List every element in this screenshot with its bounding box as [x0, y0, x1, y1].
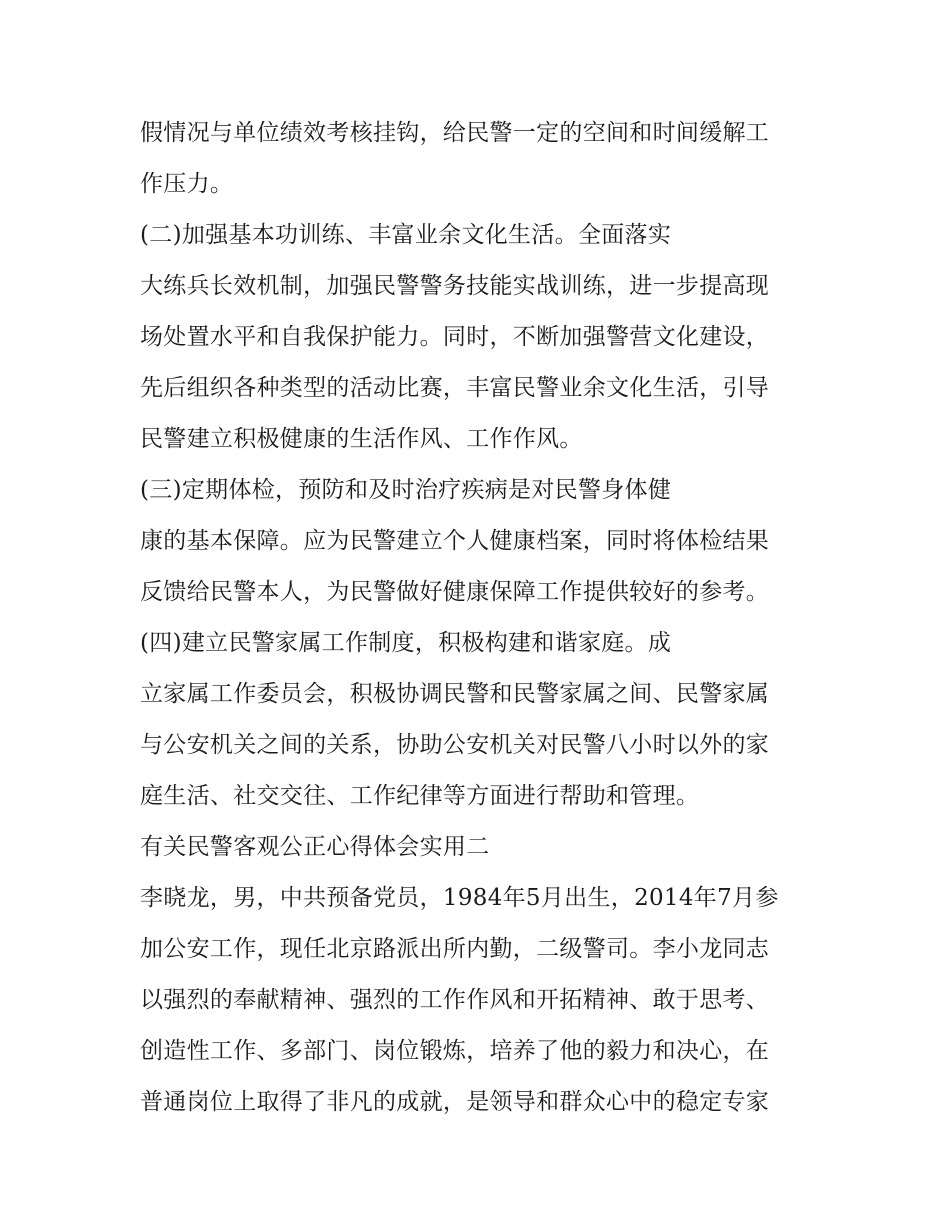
text-line: 庭生活、社交交往、工作纪律等方面进行帮助和管理。: [140, 783, 700, 809]
text-line: 加公安工作，现任北京路派出所内勤，二级警司。李小龙同志: [140, 936, 770, 962]
text-line: 作压力。: [140, 171, 234, 197]
text-line: 假情况与单位绩效考核挂钩，给民警一定的空间和时间缓解工: [140, 120, 770, 146]
text-line: 与公安机关之间的关系，协助公安机关对民警八小时以外的家: [140, 732, 770, 758]
text-line: 反馈给民警本人，为民警做好健康保障工作提供较好的参考。: [140, 579, 770, 605]
text-line: 先后组织各种类型的活动比赛，丰富民警业余文化生活，引导: [140, 375, 770, 401]
section-heading: (三)定期体检，预防和及时治疗疾病是对民警身体健: [140, 477, 672, 503]
text-line: 立家属工作委员会，积极协调民警和民警家属之间、民警家属: [140, 681, 770, 707]
text-line: 创造性工作、多部门、岗位锻炼，培养了他的毅力和决心，在: [140, 1038, 770, 1064]
section-heading: (二)加强基本功训练、丰富业余文化生活。全面落实: [140, 222, 672, 248]
text-line: 大练兵长效机制，加强民警警务技能实战训练，进一步提高现: [140, 273, 770, 299]
text-line: 李晓龙，男，中共预备党员，1984年5月出生，2014年7月参: [140, 885, 779, 911]
text-line: 场处置水平和自我保护能力。同时，不断加强警营文化建设，: [140, 324, 770, 350]
section-heading: (四)建立民警家属工作制度，积极构建和谐家庭。成: [140, 630, 672, 656]
text-line: 普通岗位上取得了非凡的成就，是领导和群众心中的稳定专家: [140, 1089, 770, 1115]
text-line: 民警建立积极健康的生活作风、工作作风。: [140, 426, 583, 452]
text-line: 以强烈的奉献精神、强烈的工作作风和开拓精神、敢于思考、: [140, 987, 770, 1013]
body-text: [140, 108, 820, 1128]
text-line: 康的基本保障。应为民警建立个人健康档案，同时将体检结果: [140, 528, 770, 554]
article-title: 有关民警客观公正心得体会实用二: [140, 834, 490, 860]
